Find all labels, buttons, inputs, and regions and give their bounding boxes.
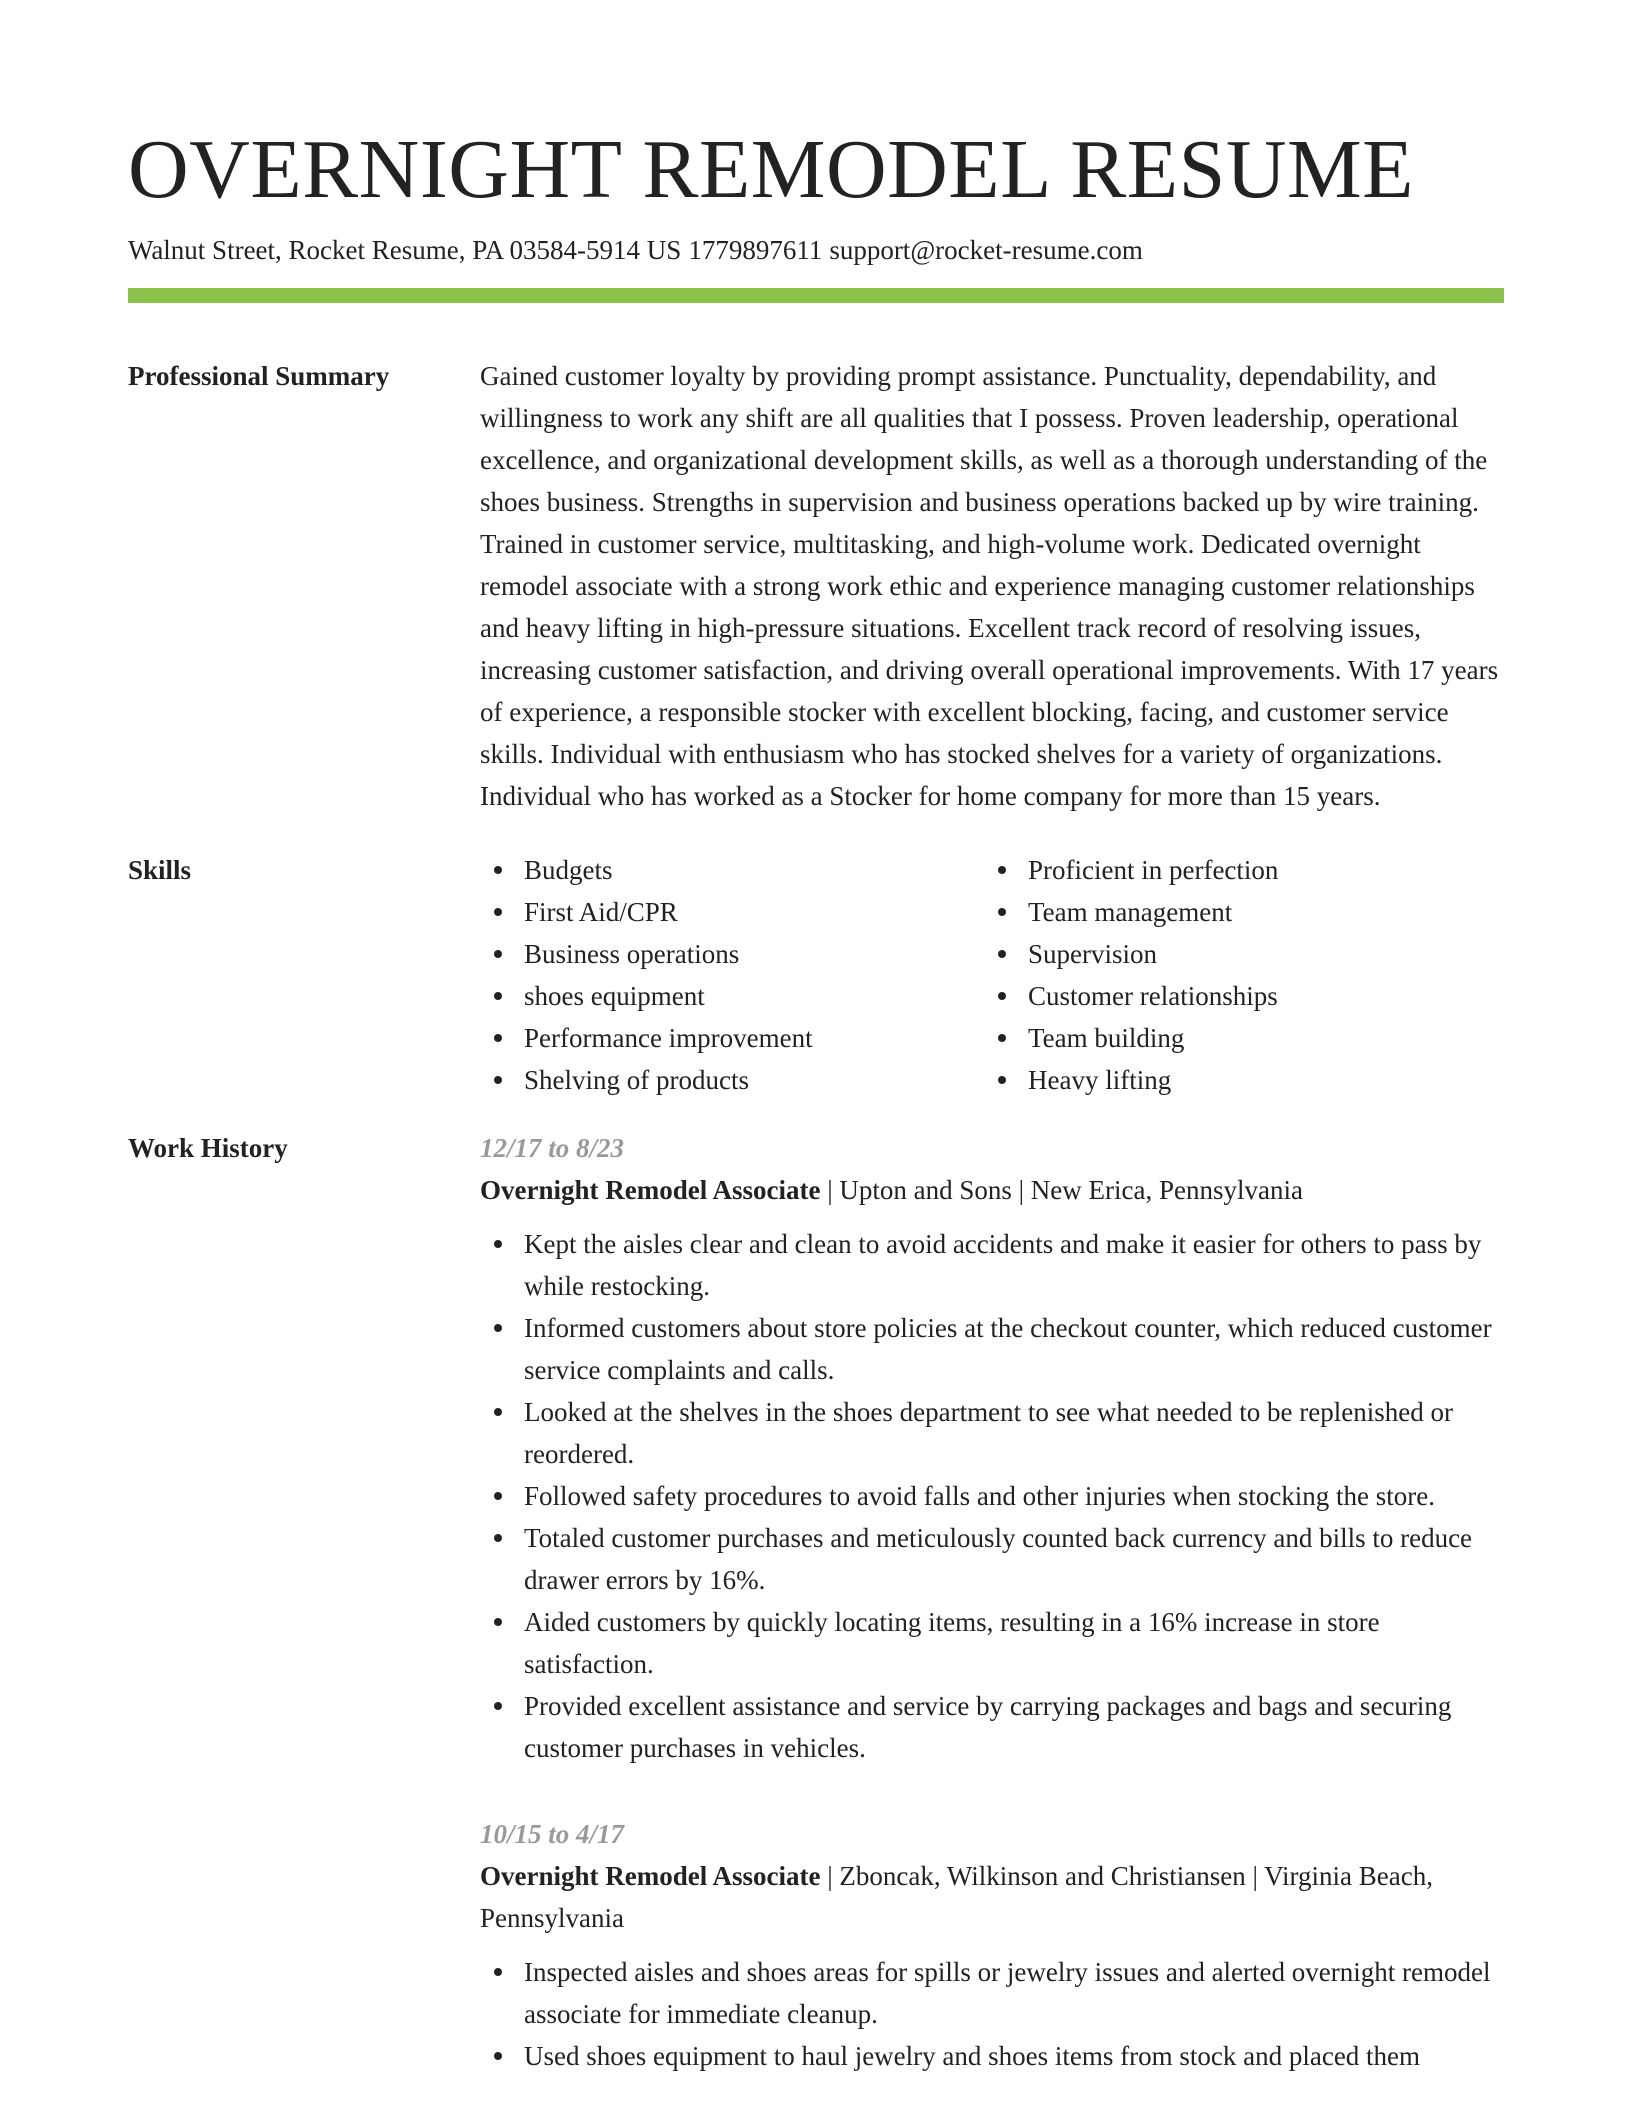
job-bullet: Used shoes equipment to haul jewelry and shoes items from stock and placed them [524,2035,1504,2077]
skill-item: Team building [1028,1017,1488,1059]
header-divider [128,288,1504,303]
skill-item: shoes equipment [524,975,984,1017]
summary-text: Gained customer loyalty by providing prompt assistance. Punctuality, dependability, and willingness to work any shift are all qualities that I possess. Proven leadership, operational excellence, and organizational development skills, as well as a thorough understanding of the shoes business. Strengths in supervision and business operations backed up by wire training. Trained in customer service, multitasking, and high-volume work. Dedicated overnight remodel associate with a strong work ethic and experience managing customer relationships and heavy lifting in high-pressure situations. Excellent track record of resolving issues, increasing customer satisfaction, and driving overall operational improvements. With 17 years of experience, a responsible stocker with excellent blocking, facing, and customer service skills. Individual with enthusiasm who has stocked shelves for a variety of organizations. Individual who has worked as a Stocker for home company for more than 15 years. [480,361,1499,811]
skills-list-right [984,849,1488,1101]
contact-email: support@rocket-resume.com [829,235,1143,265]
job-bullets [480,1951,1504,2077]
skill-item: Shelving of products [524,1059,984,1101]
skills-list-left [480,849,984,1101]
job-bullet: Looked at the shelves in the shoes department to see what needed to be replenished or reordered. [524,1391,1504,1475]
summary-label: Professional Summary [128,361,390,391]
skills-section [128,849,1504,1101]
job-bullet: Informed customers about store policies at the checkout counter, which reduced customer service complaints and calls. [524,1307,1504,1391]
skill-item: Customer relationships [1028,975,1488,1017]
skill-item: Proficient in perfection [1028,849,1488,891]
contact-line [128,232,1504,268]
skill-item: Heavy lifting [1028,1059,1488,1101]
skill-item: Performance improvement [524,1017,984,1059]
job-entry [480,1127,1504,1769]
job-bullet: Totaled customer purchases and meticulously counted back currency and bills to reduce drawer errors by 16%. [524,1517,1504,1601]
skill-item: Business operations [524,933,984,975]
contact-address: Walnut Street, Rocket Resume, PA 03584-5914 US [128,235,682,265]
job-details: | Zboncak, Wilkinson and Christiansen | Virginia Beach, Pennsylvania [480,1861,1433,1933]
job-title: Overnight Remodel Associate [480,1861,821,1891]
job-bullet: Inspected aisles and shoes areas for spills or jewelry issues and alerted overnight remodel associate for immediate cleanup. [524,1951,1504,2035]
job-bullet: Kept the aisles clear and clean to avoid accidents and make it easier for others to pass by while restocking. [524,1223,1504,1307]
job-title: Overnight Remodel Associate [480,1175,821,1205]
job-bullets [480,1223,1504,1769]
summary-body [480,355,1504,817]
job-bullet: Followed safety procedures to avoid falls and other injuries when stocking the store. [524,1475,1504,1517]
work-history-body [480,1127,1504,2121]
skill-item: Team management [1028,891,1488,933]
contact-phone: 1779897611 [688,235,823,265]
job-dates: 12/17 to 8/23 [480,1133,625,1163]
skill-item: First Aid/CPR [524,891,984,933]
job-details: | Upton and Sons | New Erica, Pennsylvania [820,1175,1303,1205]
work-history-label: Work History [128,1133,288,1163]
skills-label: Skills [128,855,192,885]
skill-item: Supervision [1028,933,1488,975]
job-dates: 10/15 to 4/17 [480,1819,625,1849]
job-entry [480,1813,1504,2077]
work-history-section [128,1127,1504,2121]
job-bullet: Provided excellent assistance and service by carrying packages and bags and securing customer purchases in vehicles. [524,1685,1504,1769]
summary-section [128,355,1504,817]
skill-item: Budgets [524,849,984,891]
job-heading [480,1855,1504,1939]
resume-page [128,120,1504,2121]
skills-body [480,849,1504,1101]
job-heading [480,1169,1504,1211]
resume-title: OVERNIGHT REMODEL RESUME [128,123,1414,216]
job-bullet: Aided customers by quickly locating items, resulting in a 16% increase in store satisfaction. [524,1601,1504,1685]
